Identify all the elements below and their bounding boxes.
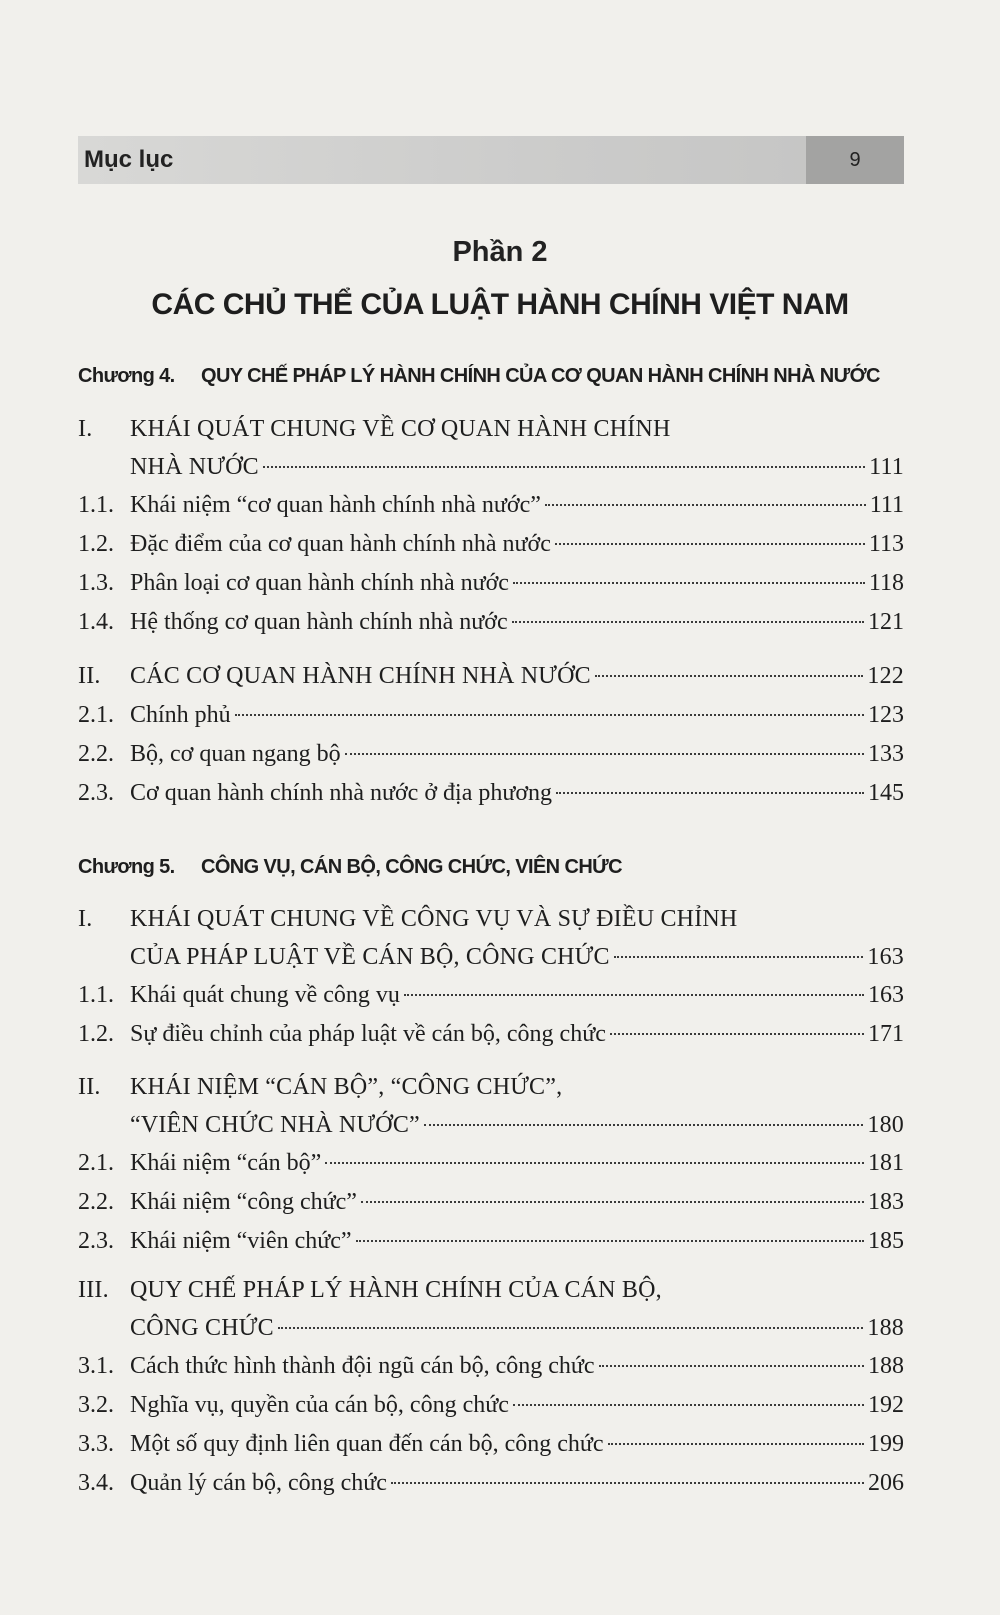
entry-page: 163 [867,944,904,970]
entry-page: 123 [868,702,904,728]
dot-leader [424,1124,864,1126]
entry-title: Hệ thống cơ quan hành chính nhà nước [130,609,508,635]
dot-leader [325,1162,864,1164]
entry-number: 1.1. [78,492,114,518]
entry-page: 188 [867,1315,904,1341]
toc-entry[interactable] [78,900,904,976]
entry-number: 2.1. [78,1150,114,1176]
running-header [78,136,904,184]
entry-title: Cách thức hình thành đội ngũ cán bộ, công chức [130,1353,595,1379]
entry-page: 145 [868,780,904,806]
toc-entry[interactable] [78,1183,904,1221]
entry-title: Bộ, cơ quan ngang bộ [130,741,341,767]
entry-page: 122 [867,663,904,689]
entry-page: 181 [868,1150,904,1176]
dot-leader [555,543,865,545]
entry-title-line1: KHÁI QUÁT CHUNG VỀ CÔNG VỤ VÀ SỰ ĐIỀU CHỈNH [130,906,738,932]
entry-number: 2.3. [78,1228,114,1254]
toc-entry[interactable] [78,564,904,602]
entry-title-line1: KHÁI QUÁT CHUNG VỀ CƠ QUAN HÀNH CHÍNH [130,416,671,442]
entry-page: 121 [868,609,904,635]
entry-title: Chính phủ [130,702,231,728]
entry-title: CÁC CƠ QUAN HÀNH CHÍNH NHÀ NƯỚC [130,663,591,689]
dot-leader [556,792,864,794]
entry-page: 183 [868,1189,904,1215]
toc-entry[interactable] [78,1222,904,1260]
dot-leader [595,675,864,677]
toc-entry[interactable] [78,486,904,524]
entry-page: 199 [868,1431,904,1457]
dot-leader [614,956,864,958]
entry-number: 3.2. [78,1392,114,1418]
dot-leader [361,1201,864,1203]
toc-entry[interactable] [78,410,904,486]
entry-title: Khái niệm “công chức” [130,1189,357,1215]
entry-number: II. [78,663,101,689]
page-number: 9 [806,136,904,184]
toc-entry[interactable] [78,1386,904,1424]
dot-leader [513,582,865,584]
dot-leader [599,1365,864,1367]
dot-leader [608,1443,864,1445]
dot-leader [235,714,864,716]
entry-title: Khái niệm “viên chức” [130,1228,352,1254]
entry-number: 1.3. [78,570,114,596]
toc-entry[interactable] [78,1425,904,1463]
entry-number: 3.1. [78,1353,114,1379]
toc-entry[interactable] [78,1347,904,1385]
entry-title: Khái niệm “cơ quan hành chính nhà nước” [130,492,541,518]
entry-title-line1: QUY CHẾ PHÁP LÝ HÀNH CHÍNH CỦA CÁN BỘ, [130,1277,662,1303]
header-title: Mục lục [84,146,174,173]
chapter-title: CÔNG VỤ, CÁN BỘ, CÔNG CHỨC, VIÊN CHỨC [201,856,623,878]
entry-page: 180 [867,1112,904,1138]
entry-title: Cơ quan hành chính nhà nước ở địa phương [130,780,553,806]
entry-title: Đặc điểm của cơ quan hành chính nhà nước [130,531,551,557]
entry-title: CỦA PHÁP LUẬT VỀ CÁN BỘ, CÔNG CHỨC [130,944,610,970]
toc-entry[interactable] [78,696,904,734]
toc-entry[interactable] [78,1015,904,1053]
entry-number: 2.2. [78,741,114,767]
dot-leader [512,621,864,623]
entry-title: “VIÊN CHỨC NHÀ NƯỚC” [130,1112,420,1138]
entry-page: 185 [868,1228,904,1254]
toc-entry[interactable] [78,735,904,773]
toc-entry[interactable] [78,603,904,641]
chapter-heading [78,856,908,879]
entry-page: 113 [868,531,904,557]
dot-leader [391,1482,864,1484]
entry-number: 1.4. [78,609,114,635]
part-label: Phần 2 [452,236,548,268]
entry-title: Khái niệm “cán bộ” [130,1150,322,1176]
entry-page: 111 [869,454,904,480]
entry-number: 2.2. [78,1189,114,1215]
toc-entry[interactable] [78,1464,904,1502]
entry-number: 2.1. [78,702,114,728]
entry-page: 206 [868,1470,904,1496]
toc-entry[interactable] [78,1271,904,1347]
entry-page: 188 [868,1353,904,1379]
dot-leader [345,753,864,755]
entry-page: 171 [868,1021,904,1047]
entry-page: 133 [868,741,904,767]
toc-entry[interactable] [78,774,904,812]
entry-title: Phân loại cơ quan hành chính nhà nước [130,570,509,596]
entry-number: 1.1. [78,982,114,1008]
entry-number: I. [78,906,93,932]
toc-entry[interactable] [78,976,904,1014]
entry-number: III. [78,1277,109,1303]
dot-leader [404,994,864,996]
entry-number: I. [78,416,93,442]
entry-number: II. [78,1074,101,1100]
entry-title: Một số quy định liên quan đến cán bộ, công chức [130,1431,604,1457]
toc-entry[interactable] [78,1144,904,1182]
entry-number: 3.3. [78,1431,114,1457]
dot-leader [513,1404,864,1406]
entry-title: CÔNG CHỨC [130,1315,274,1341]
part-title: CÁC CHỦ THỂ CỦA LUẬT HÀNH CHÍNH VIỆT NAM [151,288,849,321]
entry-number: 1.2. [78,531,114,557]
chapter-label: Chương 5. [78,856,175,878]
entry-title-line1: KHÁI NIỆM “CÁN BỘ”, “CÔNG CHỨC”, [130,1074,563,1100]
toc-entry[interactable] [78,657,904,695]
entry-title: Khái quát chung về công vụ [130,982,400,1008]
dot-leader [545,504,866,506]
entry-page: 192 [868,1392,904,1418]
entry-title: Quản lý cán bộ, công chức [130,1470,387,1496]
dot-leader [356,1240,864,1242]
entry-page: 111 [869,492,904,518]
dot-leader [263,466,865,468]
dot-leader [278,1327,864,1329]
chapter-title: QUY CHẾ PHÁP LÝ HÀNH CHÍNH CỦA CƠ QUAN HÀNH CHÍNH NHÀ NƯỚC [201,365,880,387]
entry-page: 118 [868,570,904,596]
dot-leader [610,1033,864,1035]
entry-title: Nghĩa vụ, quyền của cán bộ, công chức [130,1392,509,1418]
chapter-heading [78,365,908,388]
entry-number: 2.3. [78,780,114,806]
entry-title: Sự điều chỉnh của pháp luật về cán bộ, công chức [130,1021,606,1047]
entry-page: 163 [868,982,904,1008]
entry-title: NHÀ NƯỚC [130,454,259,480]
toc-entry[interactable] [78,1068,904,1144]
entry-number: 1.2. [78,1021,114,1047]
chapter-label: Chương 4. [78,365,175,387]
entry-number: 3.4. [78,1470,114,1496]
toc-entry[interactable] [78,525,904,563]
